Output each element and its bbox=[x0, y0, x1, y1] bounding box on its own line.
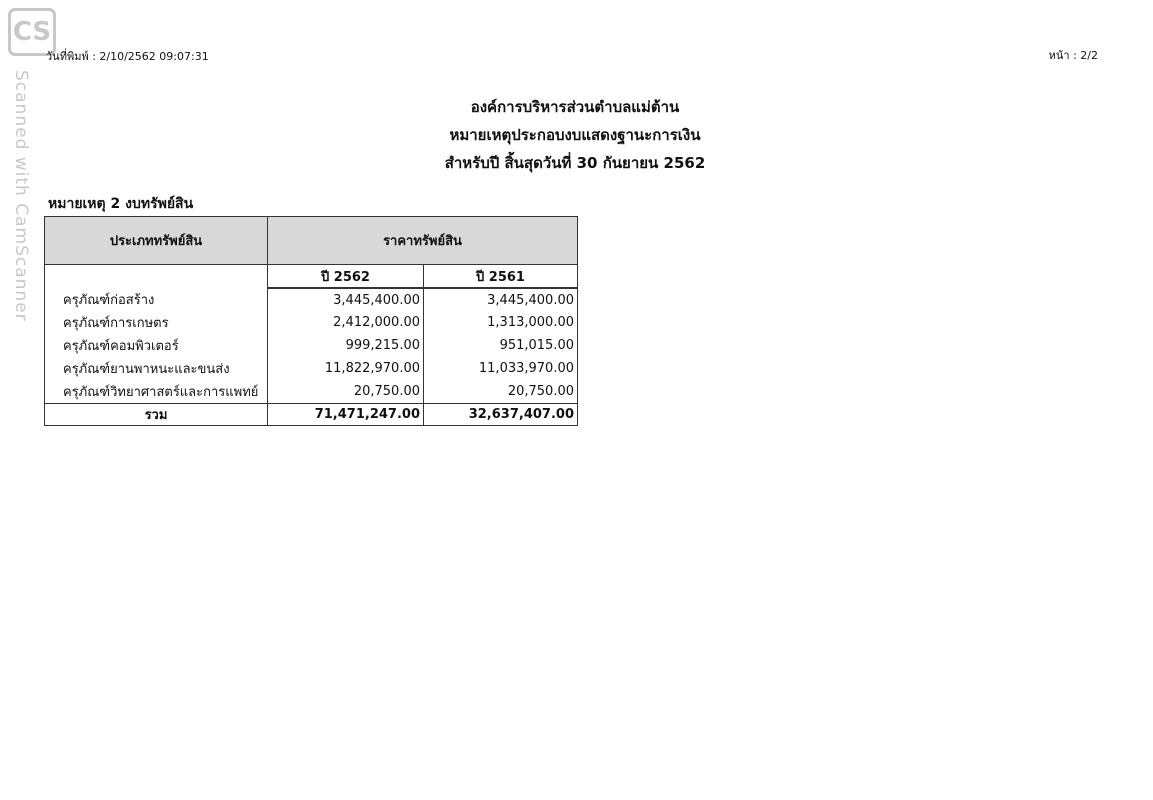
row-category: ครุภัณฑ์ยานพาหนะและขนส่ง bbox=[45, 357, 268, 380]
year-header-blank bbox=[45, 265, 268, 289]
total-2562: 71,471,247.00 bbox=[268, 403, 424, 425]
period-title: สำหรับปี สิ้นสุดวันที่ 30 กันยายน 2562 bbox=[444, 154, 706, 172]
row-value-2562: 3,445,400.00 bbox=[268, 288, 424, 311]
organization-title: องค์การบริหารส่วนตำบลแม่ต้าน bbox=[470, 98, 680, 116]
row-category: ครุภัณฑ์วิทยาศาสตร์และการแพทย์ bbox=[45, 380, 268, 403]
row-value-2562: 2,412,000.00 bbox=[268, 311, 424, 334]
year-header-row bbox=[45, 265, 578, 289]
row-value-2561: 3,445,400.00 bbox=[424, 288, 578, 311]
year-header-2561: ปี 2561 bbox=[424, 265, 578, 289]
row-value-2561: 1,313,000.00 bbox=[424, 311, 578, 334]
row-category: ครุภัณฑ์คอมพิวเตอร์ bbox=[45, 334, 268, 357]
table-row bbox=[45, 357, 578, 380]
report-title: หมายเหตุประกอบงบแสดงฐานะการเงิน bbox=[449, 126, 701, 144]
row-value-2561: 951,015.00 bbox=[424, 334, 578, 357]
report-titles bbox=[400, 96, 750, 180]
table-row bbox=[45, 334, 578, 357]
row-category: ครุภัณฑ์การเกษตร bbox=[45, 311, 268, 334]
asset-table bbox=[44, 216, 578, 426]
row-value-2561: 20,750.00 bbox=[424, 380, 578, 403]
row-value-2562: 11,822,970.00 bbox=[268, 357, 424, 380]
row-value-2562: 20,750.00 bbox=[268, 380, 424, 403]
row-category: ครุภัณฑ์ก่อสร้าง bbox=[45, 288, 268, 311]
table-header-row bbox=[45, 217, 578, 265]
note-title: หมายเหตุ 2 งบทรัพย์สิน bbox=[48, 196, 194, 212]
table-body bbox=[45, 288, 578, 403]
total-label: รวม bbox=[45, 403, 268, 425]
table-row bbox=[45, 311, 578, 334]
row-value-2562: 999,215.00 bbox=[268, 334, 424, 357]
header-value: ราคาทรัพย์สิน bbox=[268, 217, 578, 265]
header-category: ประเภททรัพย์สิน bbox=[45, 217, 268, 265]
print-date: วันที่พิมพ์ : 2/10/2562 09:07:31 bbox=[46, 50, 209, 63]
table-row bbox=[45, 288, 578, 311]
logo-text: CS bbox=[12, 17, 52, 47]
table-row bbox=[45, 380, 578, 403]
scanner-watermark: Scanned with CamScanner bbox=[11, 70, 31, 322]
total-2561: 32,637,407.00 bbox=[424, 403, 578, 425]
page-number: หน้า : 2/2 bbox=[1048, 49, 1098, 62]
row-value-2561: 11,033,970.00 bbox=[424, 357, 578, 380]
total-row bbox=[45, 403, 578, 425]
year-header-2562: ปี 2562 bbox=[268, 265, 424, 289]
